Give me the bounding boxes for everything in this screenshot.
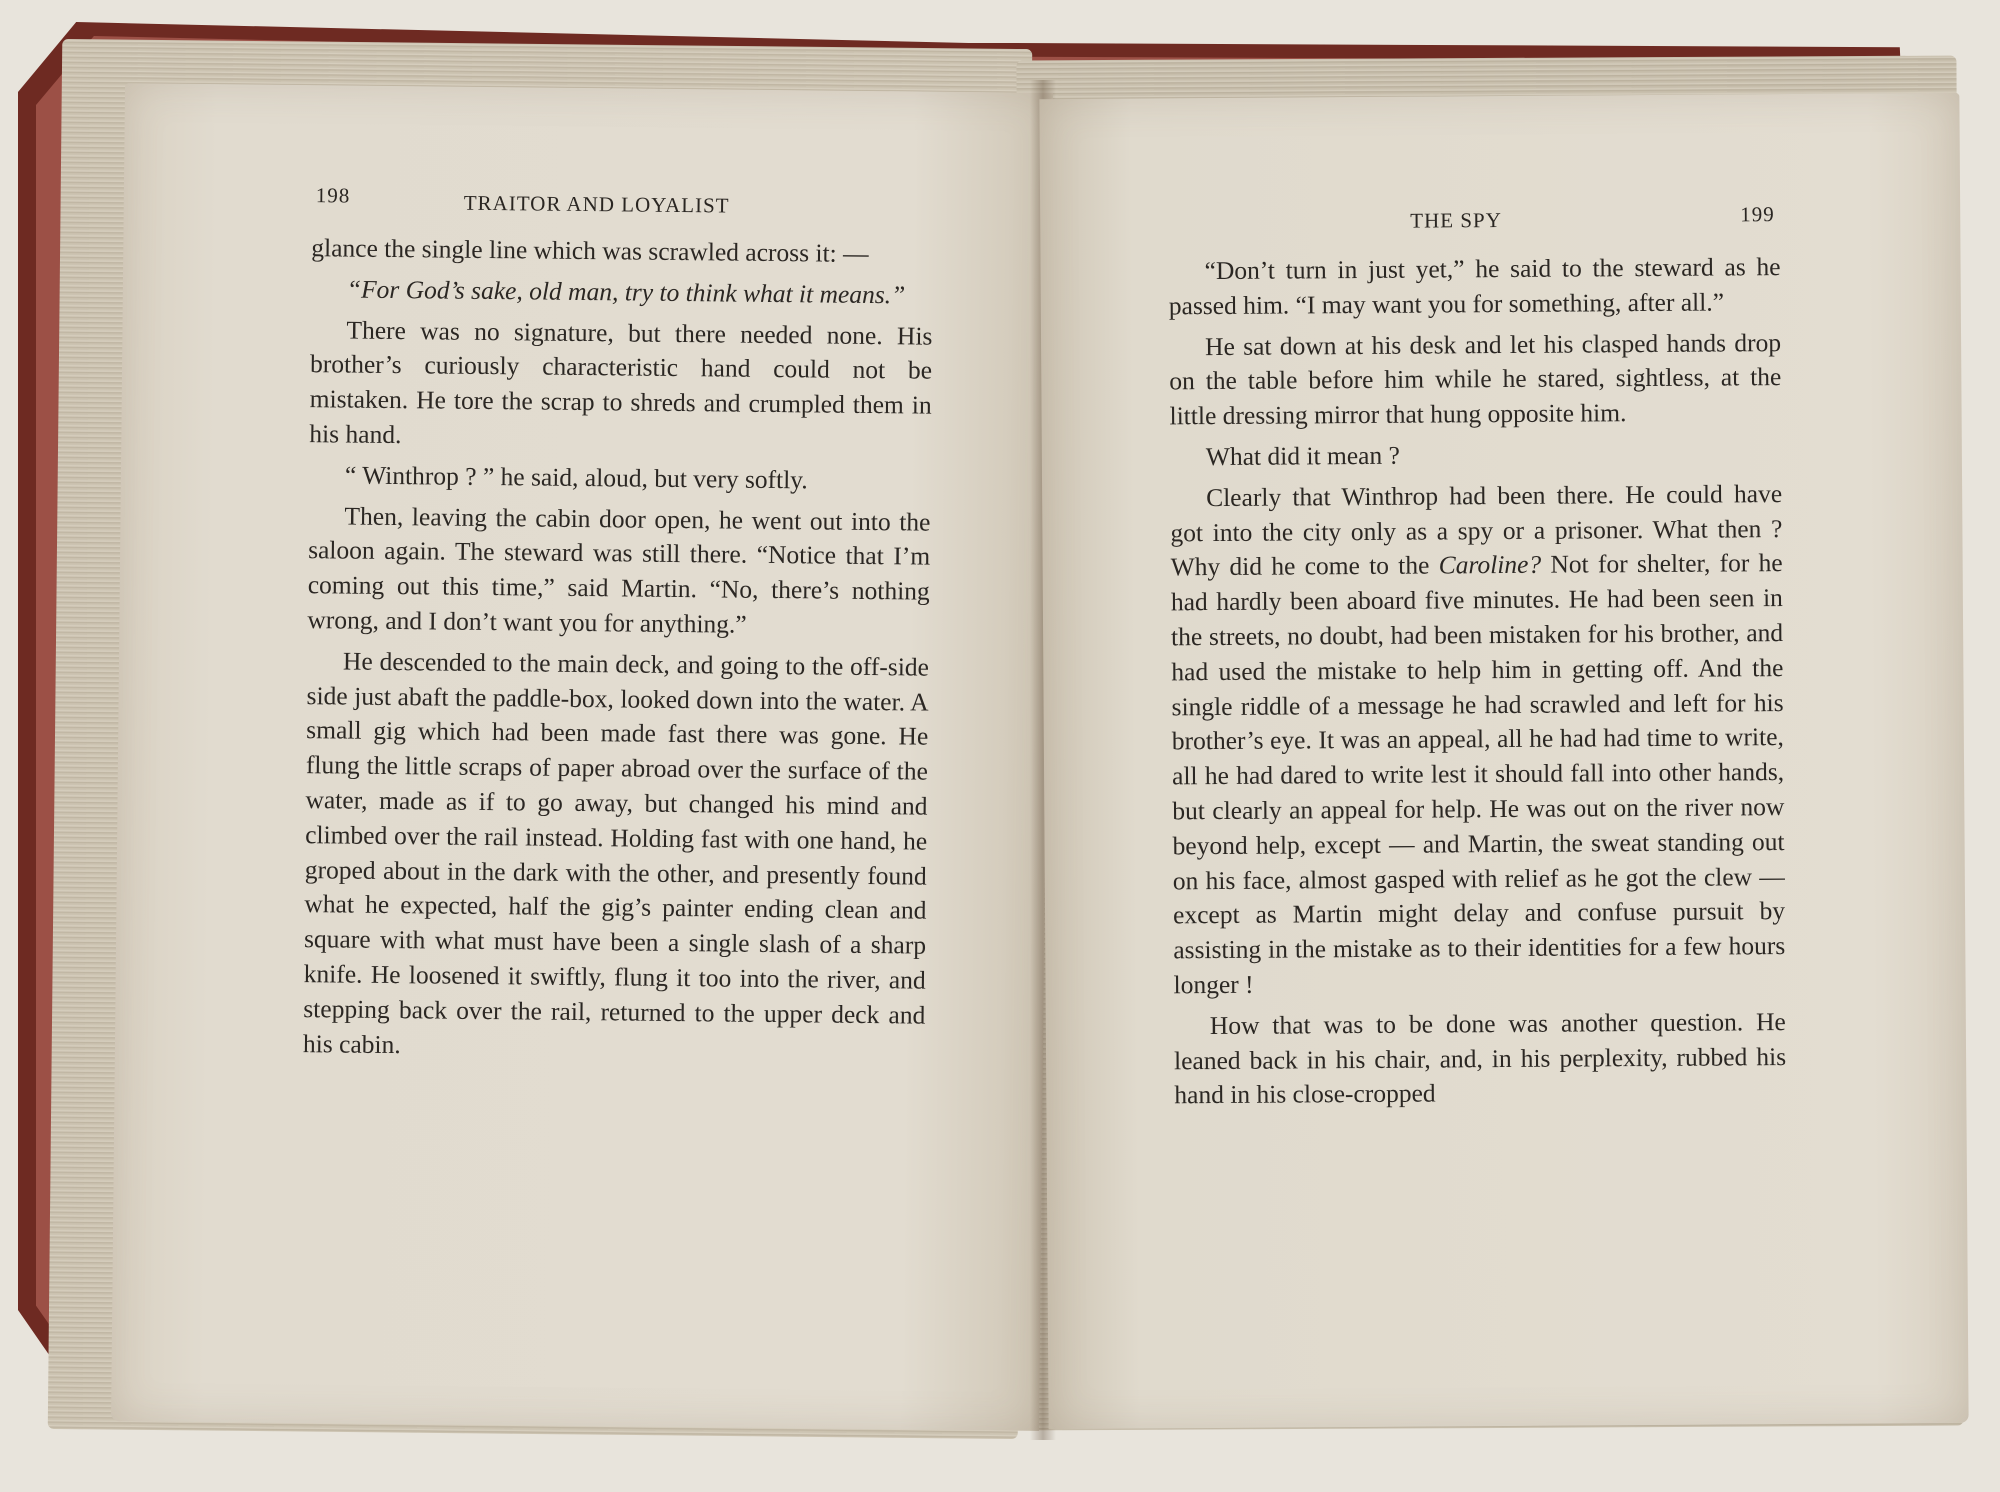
right-page [1039, 93, 1968, 1429]
paragraph: “Don’t turn in just yet,” he said to the steward as he passed him. “I may want you for something, after all.” [1168, 252, 1781, 321]
right-page-number: 199 [1740, 202, 1775, 227]
paragraph: There was no signature, but there needed none. His brother’s curiously characteristic hand could not be mistaken. He tore the scrap to shreds and crumpled them in his hand. [309, 315, 933, 450]
left-page-body [303, 231, 934, 1068]
left-running-head: TRAITOR AND LOYALIST [463, 190, 730, 218]
right-running-head: THE SPY [1410, 208, 1502, 233]
paragraph: How that was to be done was another question. He leaned back in his chair, and, in his perplexity, rubbed his hand in his close-cropped [1173, 1006, 1787, 1110]
paragraph: Then, leaving the cabin door open, he went out into the saloon again. The steward was still there. “Notice that I’m coming out this time,” said Martin. “No, there’s nothing wrong, and I don’t want you for anything.” [307, 501, 931, 639]
right-page-body [1168, 250, 1786, 1113]
paragraph [1170, 477, 1786, 1003]
paragraph: What did it mean ? [1205, 440, 1400, 472]
paragraph: He descended to the main deck, and going to the off-side side just abaft the paddle-box, looked down into the water. A small gig which had been made fast there was gone. He flung the little scraps of paper abroad over the surface of the water, made as if to go away, but changed his mind and climbed over the rail instead. Holding fast with one hand, he groped about in the dark with the other, and presently found what he expected, half the gig’s painter ending clean and square with what must have been a single slash of a sharp knife. He loosened it swiftly, flung it too into the river, and stepping back over the rail, returned to the upper deck and his cabin. [302, 646, 930, 1059]
ship-name: Caroline? [1438, 550, 1542, 580]
left-page [111, 83, 1053, 1431]
paragraph: He sat down at his desk and let his clasped hands drop on the table before him while he stared, sightless, at the little dressing mirror that hung opposite him. [1169, 327, 1782, 431]
paragraph-text: Not for shelter, for he had hardly been aboard five minutes. He had been seen in the streets, no doubt, had been mistaken for his brother, and had used the mistake to help him in getting off. And the single riddle of a message he had scrawled and left for his brother’s eye. It was an appeal, all he had had time to write, all he had dared to write lest it should fall into other hands, but clearly an appeal for help. He was out on the river now beyond help, except — and Martin, the sweat standing out on his face, almost gasped with relief as he got the clew — except as Martin might delay and confuse pursuit by assisting in the mistake as to their identities for a few hours longer ! [1170, 548, 1786, 1000]
paragraph-text: Clearly that Winthrop had been there. He could have got into the city only as a spy or a prisoner. What then ? Why did he come to the [1170, 478, 1783, 582]
paragraph: glance the single line which was scrawled across it: — [311, 233, 869, 268]
paragraph: “ Winthrop ? ” he said, aloud, but very softly. [344, 460, 808, 495]
left-page-number: 198 [315, 183, 351, 208]
paragraph: “For God’s sake, old man, try to think what it means.” [346, 274, 906, 310]
